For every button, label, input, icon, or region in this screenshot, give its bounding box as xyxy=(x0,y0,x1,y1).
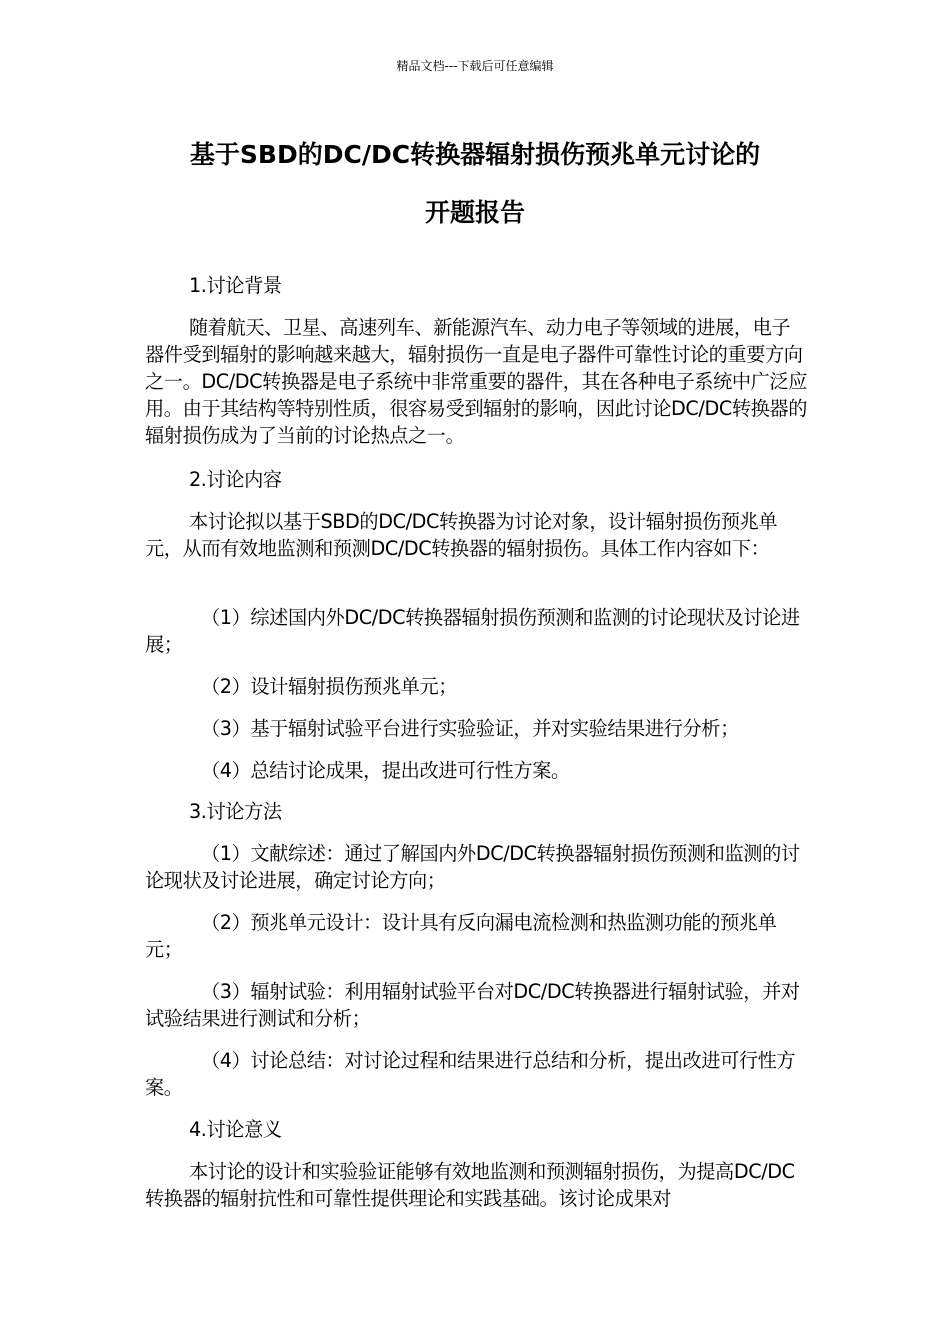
section-heading-content: 2.讨论内容 xyxy=(189,468,282,491)
document-title-line-2: 开题报告 xyxy=(424,198,525,227)
content-item-1: （1）综述国内外DC/DC转换器辐射损伤预测和监测的讨论现状及讨论进展； xyxy=(145,606,800,656)
significance-paragraph: 本讨论的设计和实验验证能够有效地监测和预测辐射损伤，为提高DC/DC转换器的辐射抗性和可靠性提供理论和实践基础。该讨论成果对 xyxy=(145,1160,795,1210)
page-header: 精品文档---下载后可任意编辑 xyxy=(396,59,554,73)
content-item-2: （2）设计辐射损伤预兆单元； xyxy=(201,675,458,698)
content-item-3: （3）基于辐射试验平台进行实验验证，并对实验结果进行分析； xyxy=(201,717,739,740)
method-item-3: （3）辐射试验：利用辐射试验平台对DC/DC转换器进行辐射试验，并对试验结果进行测试和分析； xyxy=(145,980,800,1030)
method-item-2: （2）预兆单元设计：设计具有反向漏电流检测和热监测功能的预兆单元； xyxy=(145,911,777,961)
content-item-4: （4）总结讨论成果，提出改进可行性方案。 xyxy=(201,759,570,782)
section-heading-method: 3.讨论方法 xyxy=(189,800,282,823)
method-item-1: （1）文献综述：通过了解国内外DC/DC转换器辐射损伤预测和监测的讨论现状及讨论进展，确定讨论方向； xyxy=(145,842,800,892)
content-paragraph: 本讨论拟以基于SBD的DC/DC转换器为讨论对象，设计辐射损伤预兆单元，从而有效地监测和预测DC/DC转换器的辐射损伤。具体工作内容如下： xyxy=(145,510,778,560)
background-paragraph: 随着航天、卫星、高速列车、新能源汽车、动力电子等领域的进展，电子器件受到辐射的影响越来越大，辐射损伤一直是电子器件可靠性讨论的重要方向之一。DC/DC转换器是电子系统中非常重要的器件，其在各种电子系统中广泛应用。由于其结构等特别性质，很容易受到辐射的影响，因此讨论DC/DC转换器的辐射损伤成为了当前的讨论热点之一。 xyxy=(145,316,808,447)
section-heading-background: 1.讨论背景 xyxy=(189,274,282,297)
document-title-line-1: 基于SBD的DC/DC转换器辐射损伤预兆单元讨论的 xyxy=(189,140,761,169)
method-item-4: （4）讨论总结：对讨论过程和结果进行总结和分析，提出改进可行性方案。 xyxy=(145,1049,796,1099)
section-heading-significance: 4.讨论意义 xyxy=(189,1118,282,1141)
